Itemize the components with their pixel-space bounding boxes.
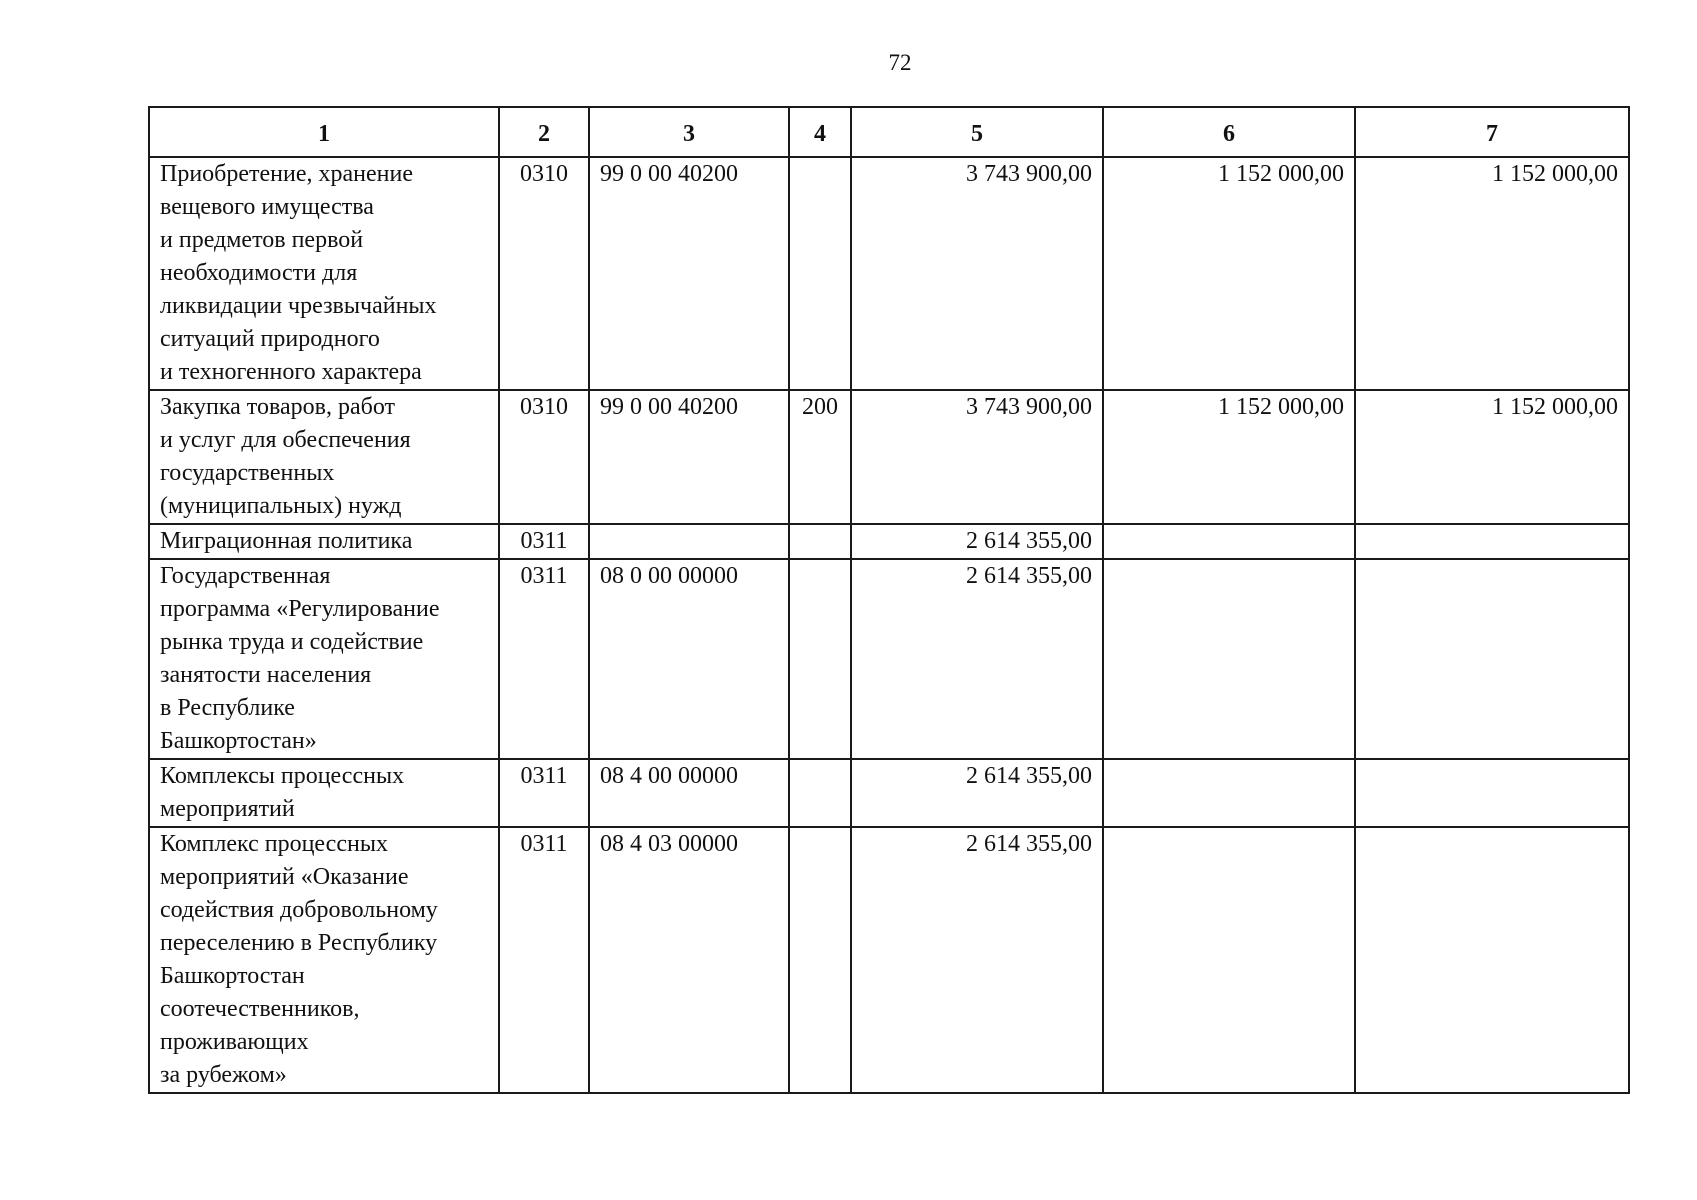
table-row	[149, 827, 1629, 1093]
row-amount-5: 2 614 355,00	[851, 524, 1103, 559]
row-target-code: 99 0 00 40200	[589, 157, 789, 390]
table-row	[149, 559, 1629, 759]
row-amount-6	[1103, 559, 1355, 759]
row-amount-5: 2 614 355,00	[851, 827, 1103, 1093]
row-amount-7: 1 152 000,00	[1355, 390, 1629, 524]
row-section-code: 0310	[499, 390, 589, 524]
row-amount-5: 2 614 355,00	[851, 559, 1103, 759]
row-name: Миграционная политика	[149, 524, 499, 559]
row-section-code: 0310	[499, 157, 589, 390]
row-section-code: 0311	[499, 559, 589, 759]
row-amount-7	[1355, 559, 1629, 759]
column-header-7: 7	[1355, 107, 1629, 157]
row-expense-type	[789, 827, 851, 1093]
row-amount-6: 1 152 000,00	[1103, 390, 1355, 524]
row-expense-type	[789, 559, 851, 759]
column-header-3: 3	[589, 107, 789, 157]
row-target-code: 08 0 00 00000	[589, 559, 789, 759]
row-amount-6	[1103, 827, 1355, 1093]
column-header-6: 6	[1103, 107, 1355, 157]
row-name: Закупка товаров, работ и услуг для обеспечения государственных (муниципальных) нужд	[149, 390, 499, 524]
column-header-4: 4	[789, 107, 851, 157]
row-expense-type	[789, 524, 851, 559]
row-target-code: 08 4 00 00000	[589, 759, 789, 827]
header-row	[149, 107, 1629, 157]
column-header-1: 1	[149, 107, 499, 157]
row-section-code: 0311	[499, 759, 589, 827]
row-name: Комплексы процессных мероприятий	[149, 759, 499, 827]
row-amount-6	[1103, 524, 1355, 559]
row-amount-7: 1 152 000,00	[1355, 157, 1629, 390]
column-header-2: 2	[499, 107, 589, 157]
row-expense-type: 200	[789, 390, 851, 524]
table-row	[149, 524, 1629, 559]
row-target-code: 08 4 03 00000	[589, 827, 789, 1093]
budget-table	[148, 106, 1630, 1094]
row-amount-5: 2 614 355,00	[851, 759, 1103, 827]
table-row	[149, 157, 1629, 390]
column-header-5: 5	[851, 107, 1103, 157]
row-amount-7	[1355, 524, 1629, 559]
row-name: Приобретение, хранение вещевого имущества и предметов первой необходимости для ликвидации чрезвычайных ситуаций природного и техногенного характера	[149, 157, 499, 390]
table-row	[149, 390, 1629, 524]
row-section-code: 0311	[499, 524, 589, 559]
row-amount-7	[1355, 827, 1629, 1093]
row-name: Государственная программа «Регулирование рынка труда и содействие занятости населения в Республике Башкортостан»	[149, 559, 499, 759]
row-expense-type	[789, 157, 851, 390]
row-amount-6: 1 152 000,00	[1103, 157, 1355, 390]
row-target-code	[589, 524, 789, 559]
page-number: 72	[888, 50, 912, 75]
row-section-code: 0311	[499, 827, 589, 1093]
row-expense-type	[789, 759, 851, 827]
row-amount-5: 3 743 900,00	[851, 157, 1103, 390]
row-amount-5: 3 743 900,00	[851, 390, 1103, 524]
row-amount-7	[1355, 759, 1629, 827]
table-row	[149, 759, 1629, 827]
row-amount-6	[1103, 759, 1355, 827]
row-name: Комплекс процессных мероприятий «Оказание содействия добровольному переселению в Республику Башкортостан соотечественников, проживающих за рубежом»	[149, 827, 499, 1093]
row-target-code: 99 0 00 40200	[589, 390, 789, 524]
